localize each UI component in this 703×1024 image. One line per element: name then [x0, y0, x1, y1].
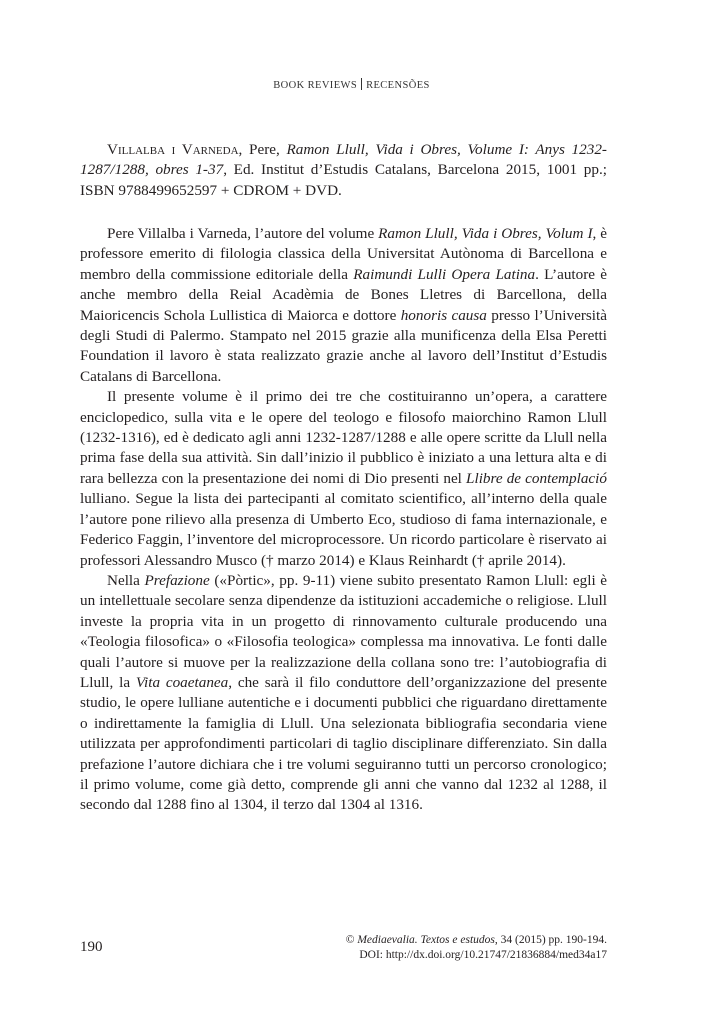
text-run: Pere Villalba i Varneda, l’autore del volume [107, 225, 379, 242]
italic-text: Raimundi Lulli Opera Latina [353, 265, 536, 283]
journal-citation: © Mediaevalia. Textos e estudos, 34 (2015) pp. 190-194. [345, 934, 607, 946]
text-run: , che sarà il filo conduttore dell’organizzazione del presente studio, le opere lulliane autentiche e i documenti pubblici che riguardano direttamente o indirettamente la famiglia di Llull. Una selezionata bibliografia secondaria viene utilizzata per approfondimenti particolari di taglio disciplinare differenziato. Sin dalla prefazione l’autore dichiara che i tre volumi seguiranno tutti un percorso cronologico; il primo volume, come già detto, comprende gli anni che vanno dal 1232 al 1288, il secondo dal 1288 fino al 1304, il terzo dal 1304 al 1316. [80, 673, 608, 814]
journal-footer [346, 933, 607, 963]
text-run: lulliano. Segue la lista dei partecipanti al comitato scientifico, all’interno della quale l’autore pone rilievo alla presenza di Umberto Eco, studioso di fama internazionale, e Federico Faggin, l’inventore del microprocessore. Un ricordo particolare è riservato ai professori Alessandro Musco († marzo 2014) e Klaus Reinhardt († aprile 2014). [80, 490, 607, 569]
text-run: Nella [107, 571, 145, 589]
italic-text: Llibre de contemplació [466, 469, 607, 487]
citation-author-given: , Pere, [238, 141, 287, 158]
doi: DOI: http://dx.doi.org/10.21747/21836884/med34a17 [359, 949, 607, 961]
text-run: presso l’Università degli Studi di Palermo. Stampato nel 2015 grazie alla munificenza della Elsa Peretti Foundation il lavoro è stata realizzato grazie anche al lavoro dell’Institut d’Estudis Catalans di Barcellona. [80, 306, 607, 385]
italic-text: Ramon Llull, Vida i Obres, Volum I [378, 225, 593, 242]
italic-text: Vita coaetanea [135, 673, 229, 691]
journal-title: Mediaevalia. Textos e estudos [357, 934, 495, 946]
page-number: 190 [80, 939, 103, 955]
running-head [0, 78, 703, 91]
text-run: Il presente volume è il primo dei tre che costituiranno un’opera, a carattere enciclopedico, sulla vita e le opere del teologo e filosofo maiorchino Ramon Llull (1232-1316), ed è dedicato agli anni 1232-1287/1288 e alle opere scritte da Llull nella prima fase della sua attività. Sin dall’inizio il pubblico è iniziato a una lettura alta e di rara bellezza con la presentazione dei nomi di Dio presenti nel [80, 388, 607, 487]
text-run: . L’autore è anche membro della Reial Acadèmia de Bones Lletres di Barcellona, della Maioricencis Schola Lullistica di Maiorca e dottore [80, 265, 607, 324]
paragraph [80, 571, 607, 816]
paragraph [80, 387, 607, 571]
paragraph [80, 224, 607, 387]
running-head-divider [361, 78, 362, 90]
review-body [80, 224, 607, 816]
italic-text: Prefazione [144, 571, 210, 589]
citation-publication: , Ed. Institut d’Estudis Catalans, Barcelona 2015, 1001 pp.; ISBN 9788499652597 + CDROM + DVD. [80, 161, 608, 199]
running-head-right: RECENSÕES [366, 80, 430, 91]
citation-title: Ramon Llull, Vida i Obres, Volume I: Anys 1232-1287/1288, obres 1-37 [80, 141, 607, 179]
citation-author: Villalba i Varneda [107, 141, 239, 158]
running-head-left: BOOK REVIEWS [273, 80, 358, 91]
text-run: , è professore emerito di filologia classica della Universitat Autònoma di Barcellona e membro della commissione editoriale della [80, 225, 607, 283]
italic-text: honoris causa [400, 306, 487, 324]
text-run: («Pòrtic», pp. 9-11) viene subito presentato Ramon Llull: egli è un intellettuale secolare senza dipendenze da istituzioni accademiche o religiose. Llull investe la propria vita in un progetto di rinnovamento culturale producendo una «Teologia filosofica» o «Filosofia teologica» complessa ma innovativa. Le fonti dalle quali l’autore si muove per la realizzazione della collana sono tre: l’autobiografia di Llull, la [80, 571, 608, 691]
review-citation [80, 140, 607, 201]
